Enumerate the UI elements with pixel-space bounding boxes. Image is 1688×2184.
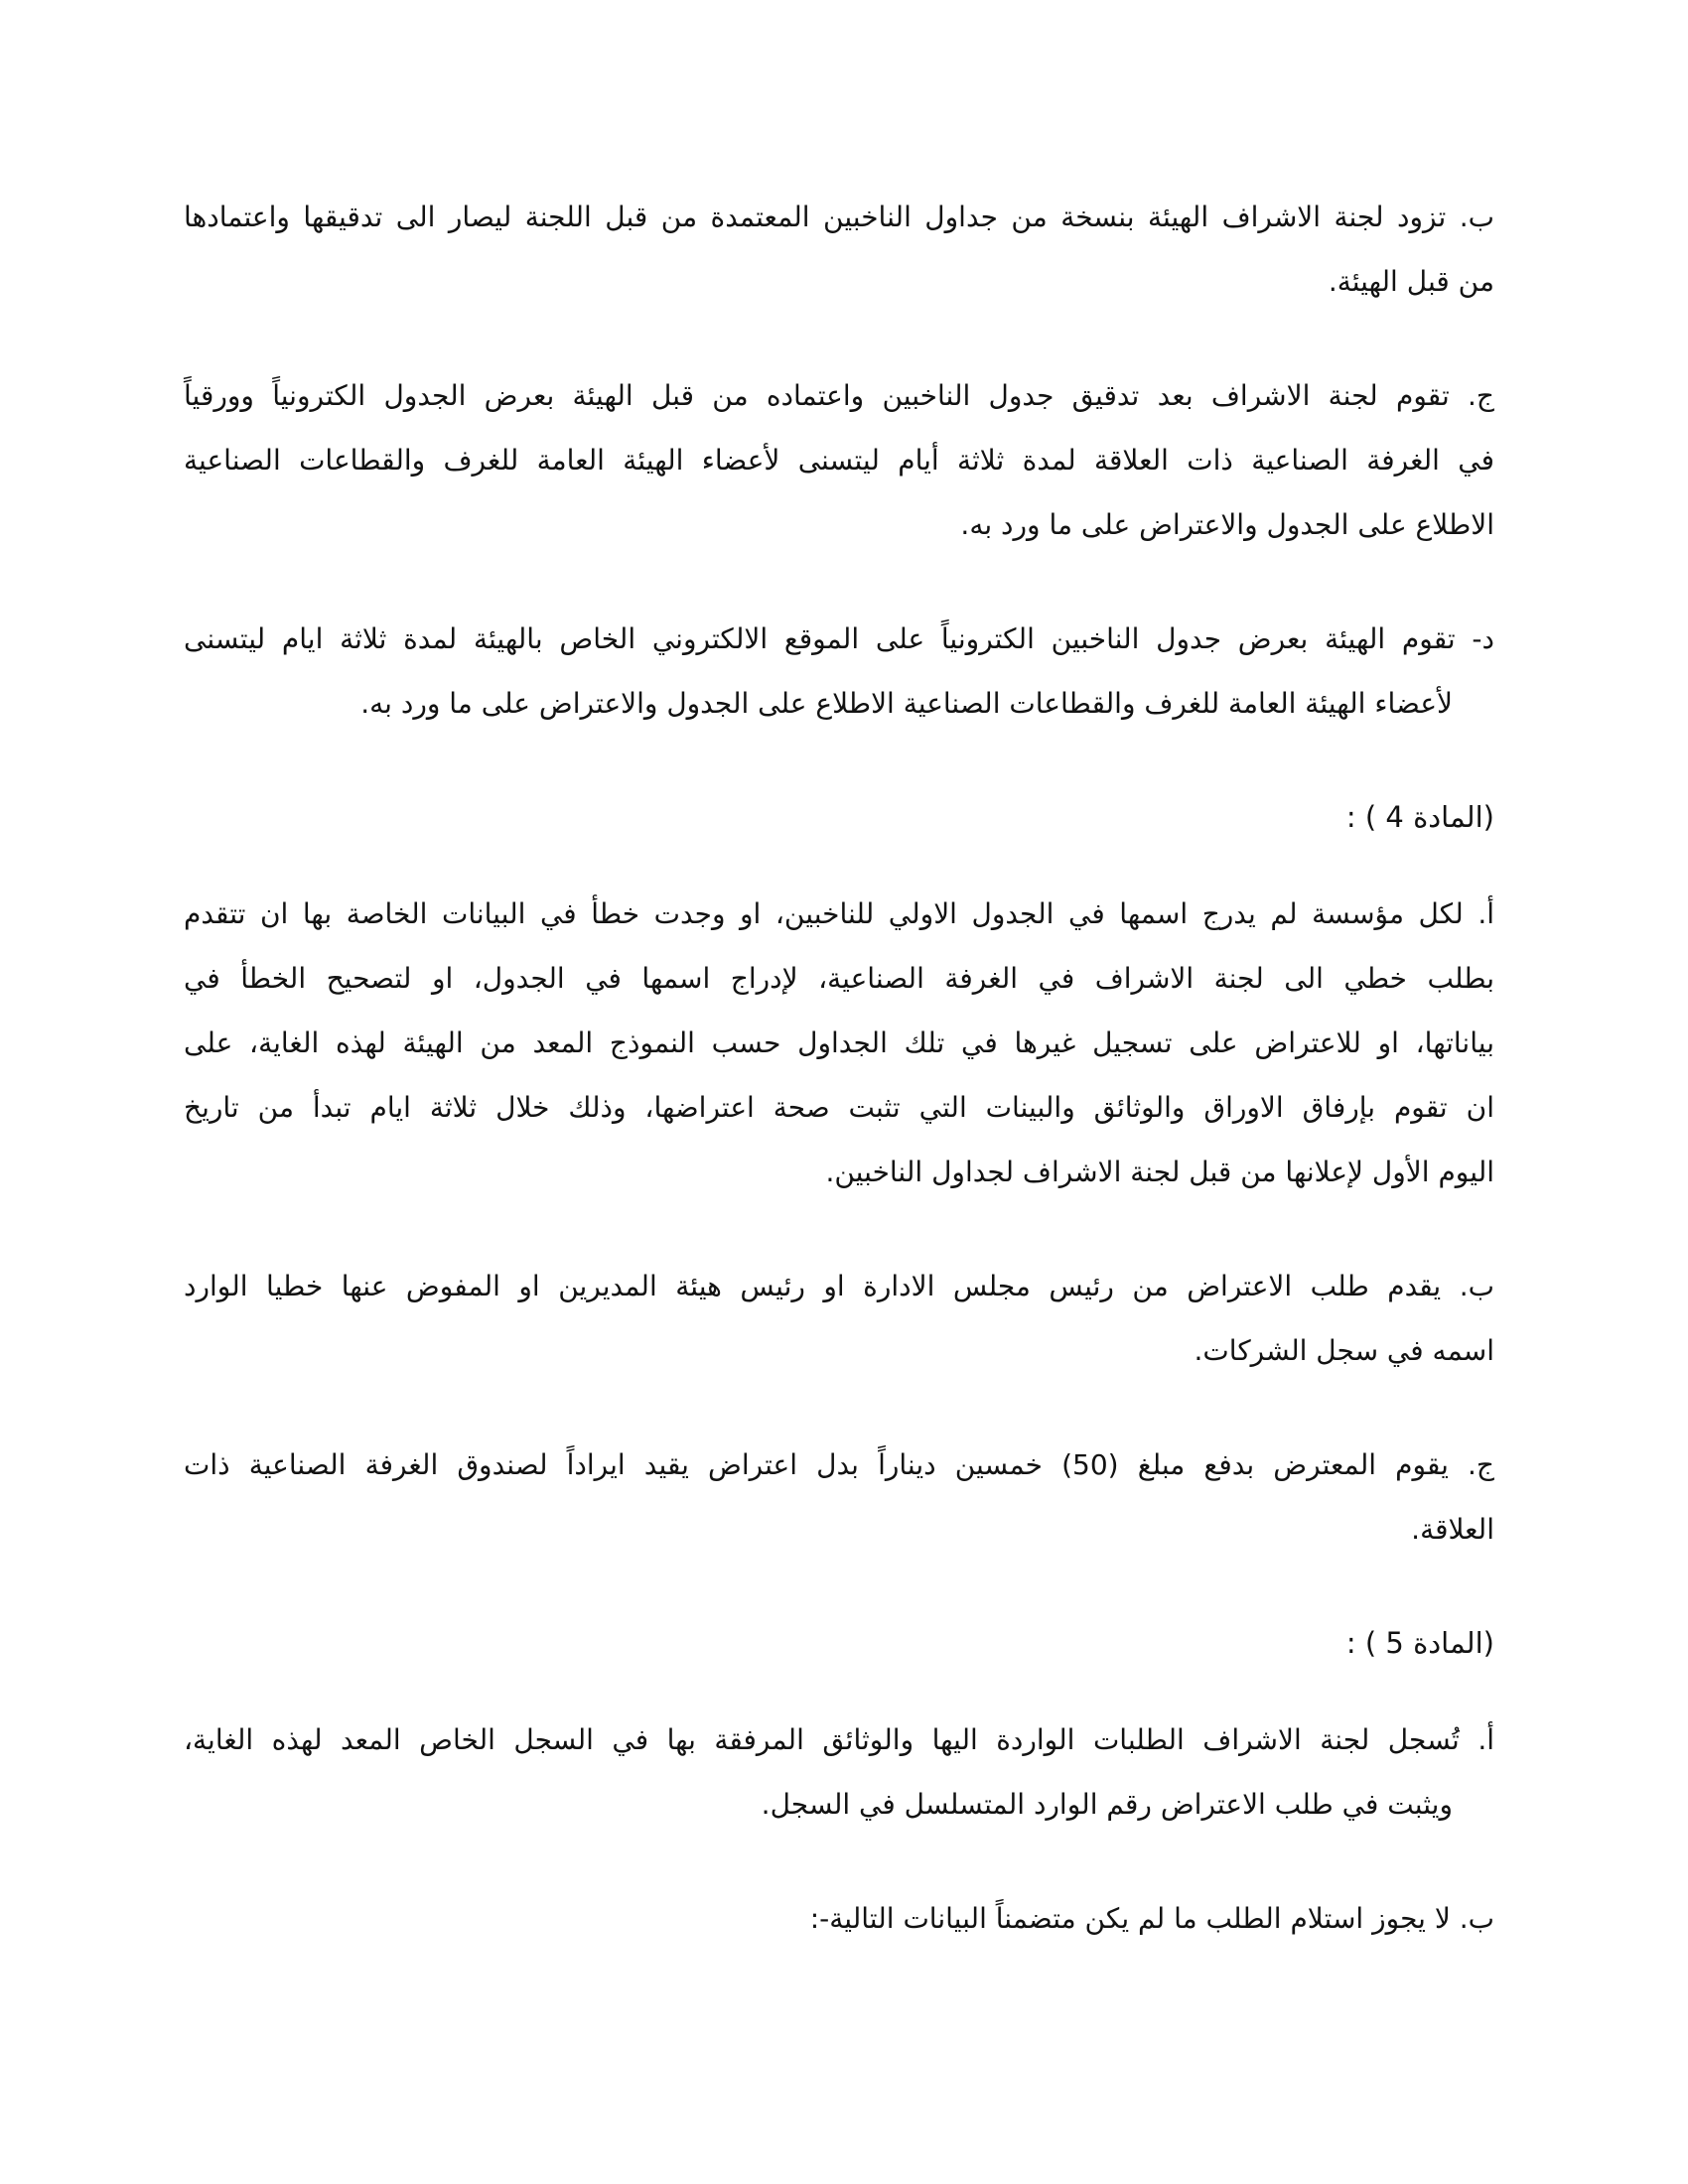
text-line: ب. يقدم طلب الاعتراض من رئيس مجلس الادارة او رئيس هيئة المديرين او المفوض عنها خطيا الوارد xyxy=(184,1270,1494,1302)
text-line: اليوم الأول لإعلانها من قبل لجنة الاشراف لجداول الناخبين. xyxy=(825,1156,1494,1188)
text-line: ان تقوم بإرفاق الاوراق والوثائق والبينات التي تثبت صحة اعتراضها، وذلك خلال ثلاثة ايام تبدأ من تاريخ xyxy=(184,1091,1494,1124)
paragraph-clause-a-objection-request xyxy=(184,882,1494,1204)
text-line: اسمه في سجل الشركات. xyxy=(1194,1334,1494,1367)
text-line: بطلب خطي الى لجنة الاشراف في الغرفة الصناعية، لإدراج اسمها في الجدول، او لتصحيح الخطأ في xyxy=(184,962,1494,995)
heading-article-4 xyxy=(184,785,1494,850)
text-line: بياناتها، او للاعتراض على تسجيل غيرها في تلك الجداول حسب النموذج المعد من الهيئة لهذه الغاية، على xyxy=(184,1026,1494,1059)
text-line: العلاقة. xyxy=(1411,1513,1494,1546)
paragraph-clause-a-register-requests xyxy=(184,1707,1494,1837)
text-line: في الغرفة الصناعية ذات العلاقة لمدة ثلاثة أيام ليتسنى لأعضاء الهيئة العامة للغرف والقطاعات الصناعية xyxy=(184,444,1494,477)
paragraph-clause-b-required-data xyxy=(184,1886,1494,1951)
paragraph-clause-j-objection-fee xyxy=(184,1433,1494,1562)
text-line: أ. لكل مؤسسة لم يدرج اسمها في الجدول الاولي للناخبين، او وجدت خطأ في البيانات الخاصة بها ان تتقدم xyxy=(184,897,1494,930)
text-line: ب. لا يجوز استلام الطلب ما لم يكن متضمناً البيانات التالية-: xyxy=(809,1902,1494,1935)
article-4-title: (المادة 4 ) : xyxy=(1345,800,1494,834)
text-line: أ. تُسجل لجنة الاشراف الطلبات الواردة اليها والوثائق المرفقة بها في السجل الخاص المعد لهذه الغاية، xyxy=(184,1723,1494,1756)
paragraph-clause-b-voter-tables xyxy=(184,185,1494,314)
article-5-title: (المادة 5 ) : xyxy=(1345,1626,1494,1660)
text-line: لأعضاء الهيئة العامة للغرف والقطاعات الصناعية الاطلاع على الجدول والاعتراض على ما ورد به. xyxy=(360,687,1453,720)
text-line: من قبل الهيئة. xyxy=(1328,265,1494,298)
paragraph-clause-b-objection-submitter xyxy=(184,1254,1494,1383)
text-line: الاطلاع على الجدول والاعتراض على ما ورد به. xyxy=(960,508,1494,541)
paragraph-clause-j-table-display xyxy=(184,363,1494,557)
paragraph-clause-d-electronic-display xyxy=(184,607,1494,736)
heading-article-5 xyxy=(184,1611,1494,1676)
text-line: ب. تزود لجنة الاشراف الهيئة بنسخة من جداول الناخبين المعتمدة من قبل اللجنة ليصار الى تدقيقها واعتمادها xyxy=(184,201,1494,233)
text-line: ويثبت في طلب الاعتراض رقم الوارد المتسلسل في السجل. xyxy=(761,1788,1453,1821)
text-line: د- تقوم الهيئة بعرض جدول الناخبين الكترونياً على الموقع الالكتروني الخاص بالهيئة لمدة ثلاثة ايام ليتسنى xyxy=(184,622,1494,655)
text-line: ج. تقوم لجنة الاشراف بعد تدقيق جدول الناخبين واعتماده من قبل الهيئة بعرض الجدول الكترونياً وورقياً xyxy=(184,379,1494,412)
text-line: ج. يقوم المعترض بدفع مبلغ (50) خمسين ديناراً بدل اعتراض يقيد ايراداً لصندوق الغرفة الصناعية ذات xyxy=(184,1448,1495,1481)
